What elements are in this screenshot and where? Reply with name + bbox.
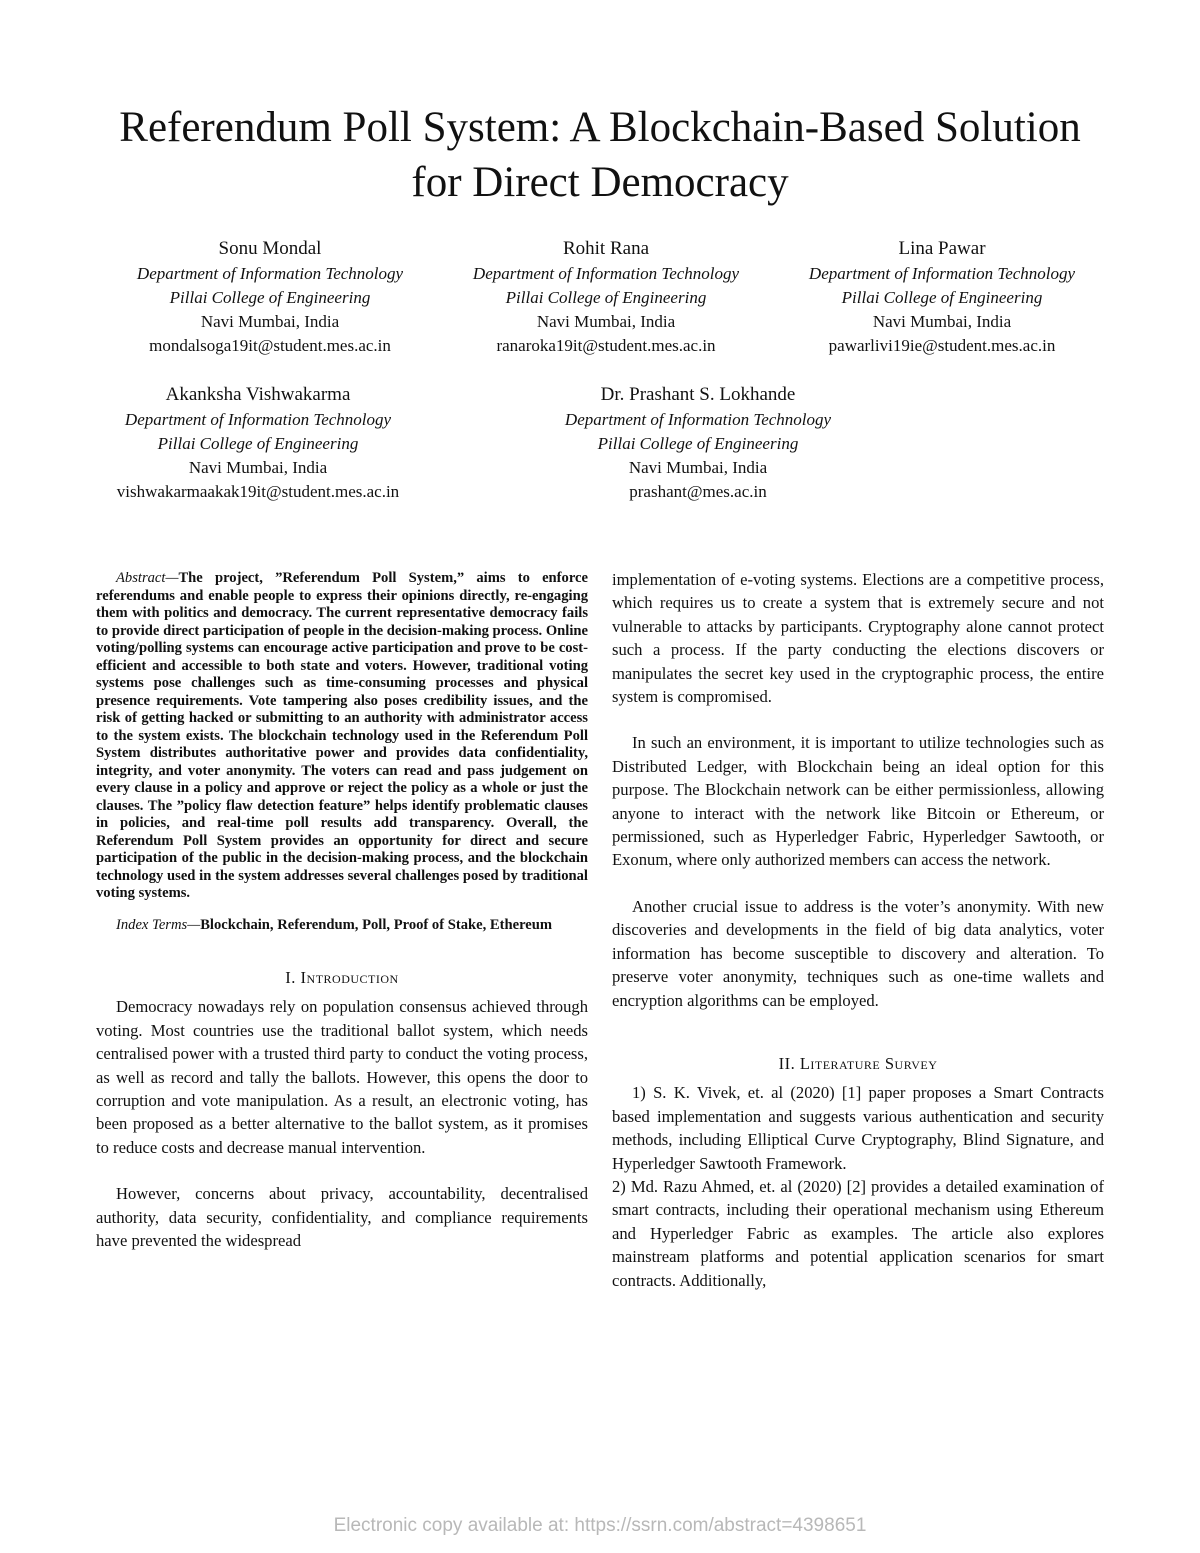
author-college: Pillai College of Engineering <box>169 288 371 307</box>
ssrn-footer-watermark: Electronic copy available at: https://ssrn.com/abstract=4398651 <box>333 1515 867 1536</box>
list-item: 2) Md. Razu Ahmed, et. al (2020) [2] provides a detailed examination of smart contracts, including their operational mechanism using Ethereum and Hyperledger Fabric as examples. The article also explores mainstream platforms and potential application scenarios for smart contracts. Additionally, <box>612 1176 1104 1290</box>
section-heading: I. Introduction <box>285 968 399 987</box>
paragraph: However, concerns about privacy, accountability, decentralised authority, data security, confidentiality, and compliance requirements have prevented the widespread <box>96 1184 588 1251</box>
author-email: mondalsoga19it@student.mes.ac.in <box>149 336 391 355</box>
author-email: pawarlivi19ie@student.mes.ac.in <box>828 336 1056 355</box>
author-department: Department of Information Technology <box>136 264 404 283</box>
author-email: prashant@mes.ac.in <box>629 482 767 501</box>
paper-title: Referendum Poll System: A Blockchain-Based Solution for Direct Democracy <box>119 104 1081 206</box>
author-block <box>528 382 868 504</box>
author-location: Navi Mumbai, India <box>200 312 340 331</box>
author-name: Dr. Prashant S. Lokhande <box>600 384 796 405</box>
author-college: Pillai College of Engineering <box>157 434 359 453</box>
index-terms-label: Index Terms— <box>116 916 201 933</box>
author-location: Navi Mumbai, India <box>536 312 676 331</box>
author-name: Lina Pawar <box>898 238 986 259</box>
author-college: Pillai College of Engineering <box>841 288 1043 307</box>
author-location: Navi Mumbai, India <box>188 458 328 477</box>
left-column <box>96 570 588 1252</box>
author-college: Pillai College of Engineering <box>505 288 707 307</box>
author-department: Department of Information Technology <box>472 264 740 283</box>
author-block <box>88 382 428 504</box>
index-terms-text: Blockchain, Referendum, Poll, Proof of Stake, Ethereum <box>200 916 553 933</box>
index-terms <box>96 917 588 935</box>
author-department: Department of Information Technology <box>124 410 392 429</box>
author-college: Pillai College of Engineering <box>597 434 799 453</box>
author-block <box>436 236 776 358</box>
author-department: Department of Information Technology <box>564 410 832 429</box>
paragraph: implementation of e-voting systems. Elections are a competitive process, which requires us to create a system that is extremely secure and not vulnerable to attacks by participants. Cryptography alone cannot protect such a process. If the party conducting the elections discovers or manipulates the secret key used in the cryptographic process, the entire system is compromised. <box>612 570 1104 707</box>
author-email: vishwakarmaakak19it@student.mes.ac.in <box>116 482 400 501</box>
author-location: Navi Mumbai, India <box>872 312 1012 331</box>
paragraph: Another crucial issue to address is the voter’s anonymity. With new discoveries and developments in the field of big data analytics, voter information has become susceptible to discovery and alteration. To preserve voter anonymity, techniques such as one-time wallets and encryption algorithms can be employed. <box>612 896 1104 1010</box>
abstract <box>96 570 588 903</box>
paragraph: In such an environment, it is important to utilize technologies such as Distributed Ledger, with Blockchain being an ideal option for this purpose. The Blockchain network can be either permissionless, allowing anyone to interact with the network like Bitcoin or Ethereum, or permissioned, such as Hyperledger Fabric, Hyperledger Sawtooth, or Exonum, where only authorized members can access the network. <box>612 733 1104 870</box>
author-department: Department of Information Technology <box>808 264 1076 283</box>
author-block <box>100 236 440 358</box>
right-column <box>612 568 1104 1292</box>
author-block <box>772 236 1112 358</box>
list-item: 1) S. K. Vivek, et. al (2020) [1] paper proposes a Smart Contracts based implementation and suggests various authentication and security methods, including Elliptical Curve Cryptography, Blind Signature, and Hyperledger Sawtooth Framework. <box>612 1083 1104 1173</box>
author-location: Navi Mumbai, India <box>628 458 768 477</box>
paragraph: Democracy nowadays rely on population consensus achieved through voting. Most countries use the traditional ballot system, which needs centralised power with a trusted third party to conduct the voting process, as well as record and tally the ballots. However, this opens the door to corruption and vote manipulation. As a result, an electronic voting, has been proposed as a better alternative to the ballot system, as it promises to reduce costs and decrease manual intervention. <box>96 997 588 1157</box>
author-name: Rohit Rana <box>562 238 650 259</box>
author-name: Akanksha Vishwakarma <box>165 384 351 405</box>
author-name: Sonu Mondal <box>218 238 322 259</box>
author-email: ranaroka19it@student.mes.ac.in <box>496 336 716 355</box>
abstract-text: The project, ”Referendum Poll System,” aims to enforce referendums and enable people to express their opinions directly, re-engaging them with politics and democracy. The current representative democracy fails to provide direct participation of people in the decision-making process. Online voting/polling systems can encourage active participation and prove to be cost-efficient and accessible to both state and voters. However, traditional voting systems pose challenges such as time-consuming processes and physical presence requirements. Vote tampering also poses credibility issues, and the risk of getting hacked or submitting to an authority with administrator access to the system exists. The blockchain technology used in the Referendum Poll System distributes authoritative power and provides data confidentiality, integrity, and voter anonymity. The voters can read and pass judgement on every clause in a policy and approve or reject the policy as a whole or just the clauses. The ”policy flaw detection feature” helps identify problematic clauses in policies, and real-time poll results add transparency. Overall, the Referendum Poll System provides an opportunity for direct and secure participation of the public in the decision-making process, and the blockchain technology used in the system addresses several challenges posed by traditional voting systems. <box>96 570 588 901</box>
abstract-label: Abstract— <box>116 570 179 586</box>
section-heading: II. Literature Survey <box>778 1053 938 1073</box>
